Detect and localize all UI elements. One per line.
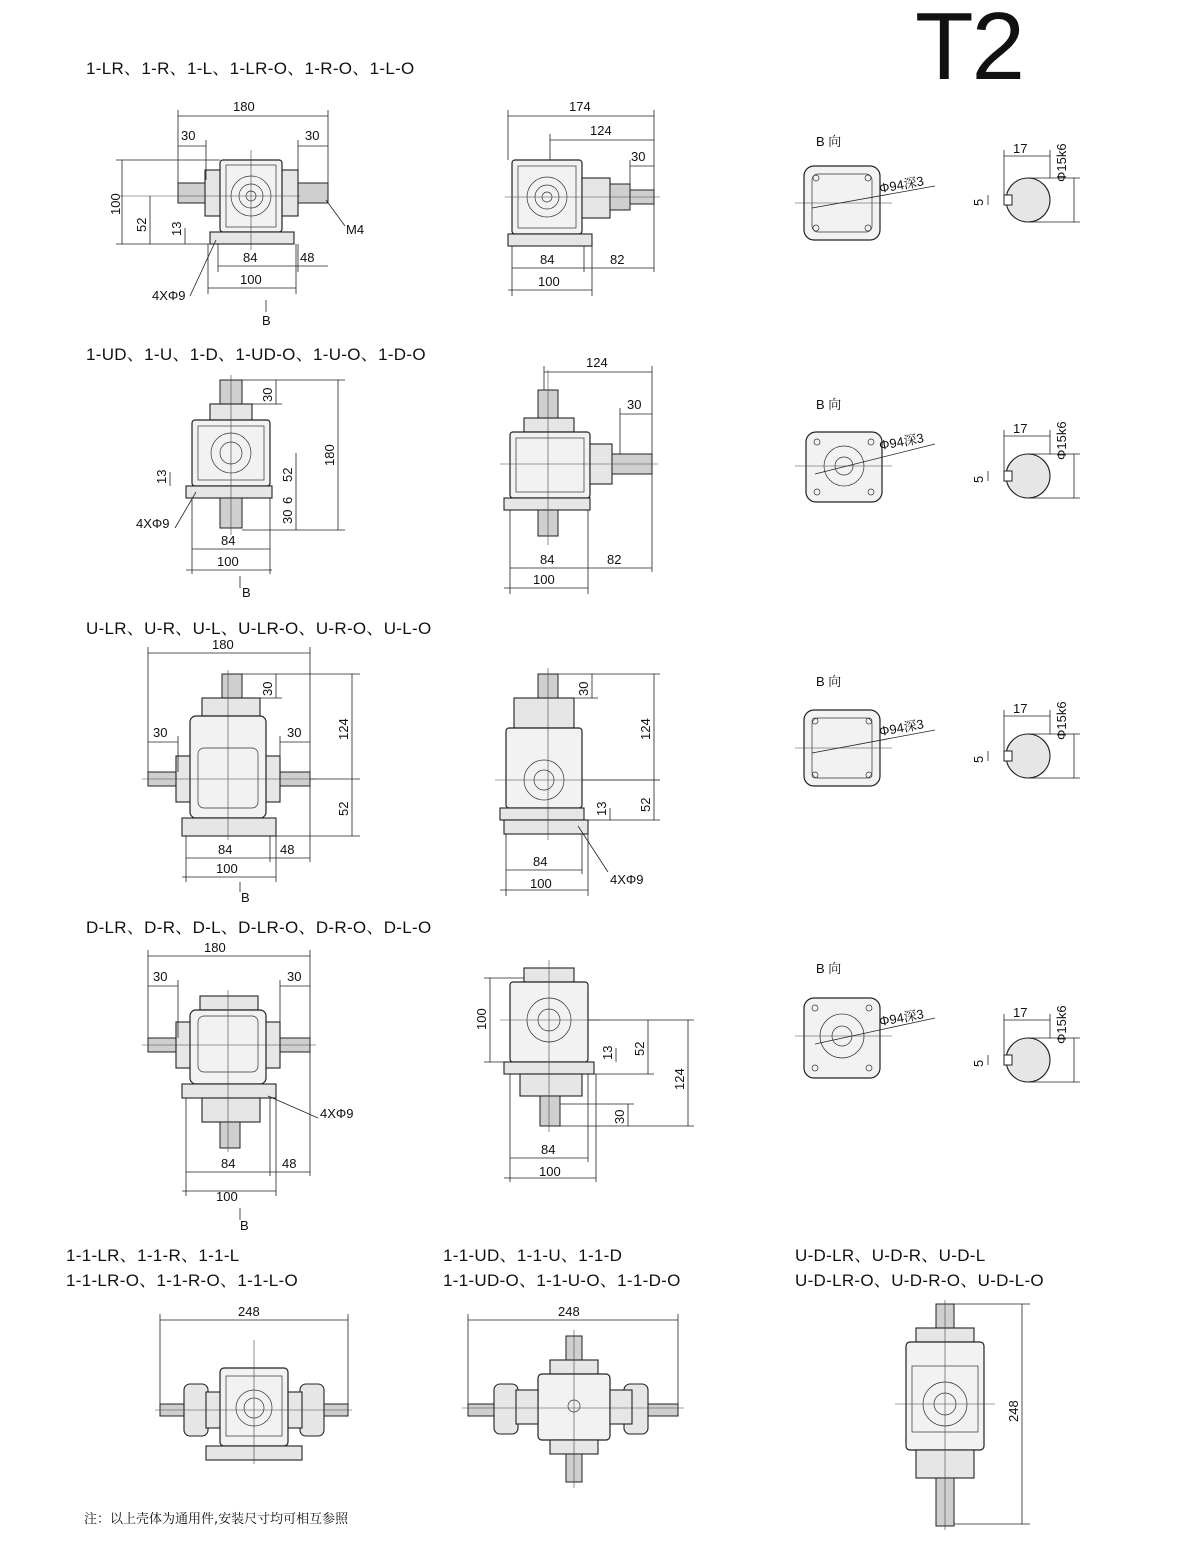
s2-side-dim-124: 124 xyxy=(586,355,608,370)
s4-dim-30-r: 30 xyxy=(287,969,302,984)
footnote: 注：以上壳体为通用件,安装尺寸均可相互参照 xyxy=(84,1512,349,1527)
bottom-2-title-b: 1-1-UD-O、1-1-U-O、1-1-D-O xyxy=(443,1271,681,1290)
s4-dim-84: 84 xyxy=(221,1156,236,1171)
s1-side-dim-100: 100 xyxy=(538,274,560,289)
s4-side-dim-100: 100 xyxy=(474,1008,489,1030)
s3-dim-30-r: 30 xyxy=(287,725,302,740)
s3-dim-100: 100 xyxy=(216,861,238,876)
b1-view xyxy=(155,1304,352,1464)
s3-front-view xyxy=(142,670,316,840)
s4-view-b xyxy=(795,961,935,1078)
s3-side-dim-124: 124 xyxy=(638,718,653,740)
s4-side-dim-13: 13 xyxy=(600,1045,615,1060)
s1-view-b-label: B 向 xyxy=(816,134,842,149)
s4-dim-180: 180 xyxy=(204,940,226,955)
s1-dim-30a: 30 xyxy=(181,128,196,143)
s2-dim-100: 100 xyxy=(217,554,239,569)
s1-dim-48: 48 xyxy=(300,250,315,265)
section-1-title: 1-LR、1-R、1-L、1-LR-O、1-R-O、1-L-O xyxy=(86,59,415,78)
s1-side-dim-124: 124 xyxy=(590,123,612,138)
s3-side-dim-30: 30 xyxy=(576,681,591,696)
s2-side-dim-84: 84 xyxy=(540,552,555,567)
bottom-2-title-a: 1-1-UD、1-1-U、1-1-D xyxy=(443,1246,623,1265)
s3-side-dim-84: 84 xyxy=(533,854,548,869)
s3-dim-124: 124 xyxy=(336,718,351,740)
s1-shaft-5: 5 xyxy=(971,198,986,206)
s3-dim-48: 48 xyxy=(280,842,295,857)
s2-side-dim-30: 30 xyxy=(627,397,642,412)
s1-view-b-bore: Φ94深3 xyxy=(877,173,925,196)
s3-dim-30-l: 30 xyxy=(153,725,168,740)
s1-side-dim-84: 84 xyxy=(540,252,555,267)
s1-shaft-section xyxy=(971,141,1080,222)
s1-dim-30b: 30 xyxy=(305,128,320,143)
s2-dim-52: 52 xyxy=(280,467,295,482)
s4-side-dim-84: 84 xyxy=(541,1142,556,1157)
s4-dim-48: 48 xyxy=(282,1156,297,1171)
bottom-3-title-a: U-D-LR、U-D-R、U-D-L xyxy=(795,1246,986,1265)
s4-side-dim-124: 124 xyxy=(672,1068,687,1090)
s1-shaft-dia: Φ15k6 xyxy=(1054,143,1069,182)
s2-view-b-label: B 向 xyxy=(816,397,842,412)
s2-dim-30-bot: 30 xyxy=(280,509,295,524)
s3-side-dim-13: 13 xyxy=(594,801,609,816)
s4-shaft-section xyxy=(971,1005,1080,1082)
s1-dim-b: B xyxy=(262,313,271,328)
s4-side-view xyxy=(500,960,600,1132)
b3-dim-248: 248 xyxy=(1006,1400,1021,1422)
s1-dim-holes: 4XΦ9 xyxy=(152,288,186,303)
s3-view-b xyxy=(795,674,935,786)
s1-dim-100-h: 100 xyxy=(240,272,262,287)
s1-dim-180: 180 xyxy=(233,99,255,114)
s3-shaft-17: 17 xyxy=(1013,701,1028,716)
bottom-1-title-b: 1-1-LR-O、1-1-R-O、1-1-L-O xyxy=(66,1271,299,1290)
s4-view-b-bore: Φ94深3 xyxy=(877,1006,925,1029)
s2-shaft-dia: Φ15k6 xyxy=(1054,421,1069,460)
b3-view xyxy=(895,1300,1030,1530)
s4-shaft-17: 17 xyxy=(1013,1005,1028,1020)
s3-side-dim-52: 52 xyxy=(638,797,653,812)
s2-dim-30-top: 30 xyxy=(260,387,275,402)
s4-side-dim-100b: 100 xyxy=(539,1164,561,1179)
s3-dim-52: 52 xyxy=(336,801,351,816)
s4-view-b-label: B 向 xyxy=(816,961,842,976)
s2-dim-b: B xyxy=(242,585,251,600)
section-4-title: D-LR、D-R、D-L、D-LR-O、D-R-O、D-L-O xyxy=(86,918,432,937)
s1-side-dim-82: 82 xyxy=(610,252,625,267)
s2-dim-13: 13 xyxy=(154,469,169,484)
s2-dim-84: 84 xyxy=(221,533,236,548)
section-3-title: U-LR、U-R、U-L、U-LR-O、U-R-O、U-L-O xyxy=(86,619,432,638)
s3-shaft-dia: Φ15k6 xyxy=(1054,701,1069,740)
s1-side-dim-30: 30 xyxy=(631,149,646,164)
s1-shaft-17: 17 xyxy=(1013,141,1028,156)
s3-shaft-section xyxy=(971,701,1080,778)
s2-shaft-section xyxy=(971,421,1080,498)
s2-shaft-5: 5 xyxy=(971,475,986,483)
s1-dim-84: 84 xyxy=(243,250,258,265)
s4-dim-100: 100 xyxy=(216,1189,238,1204)
s2-view-b xyxy=(795,397,935,502)
s2-dim-holes: 4XΦ9 xyxy=(136,516,170,531)
s3-dim-84: 84 xyxy=(218,842,233,857)
s4-front-view xyxy=(142,990,316,1152)
s4-side-dim-52: 52 xyxy=(632,1041,647,1056)
s1-front-view xyxy=(120,150,328,250)
s3-view-b-bore: Φ94深3 xyxy=(877,716,925,739)
section-2-title: 1-UD、1-U、1-D、1-UD-O、1-U-O、1-D-O xyxy=(86,345,426,364)
s2-dim-6: 6 xyxy=(280,496,295,504)
s1-dim-13: 13 xyxy=(169,221,184,236)
s2-view-b-bore: Φ94深3 xyxy=(877,430,925,453)
s1-side-view xyxy=(505,160,660,246)
b2-view xyxy=(462,1304,684,1488)
bottom-3-title-b: U-D-LR-O、U-D-R-O、U-D-L-O xyxy=(795,1271,1044,1290)
s1-dim-m4: M4 xyxy=(346,222,365,237)
b2-dim-248: 248 xyxy=(558,1304,580,1319)
s3-dim-b: B xyxy=(241,890,250,905)
s1-dim-100-v: 100 xyxy=(108,193,123,215)
s2-dim-180: 180 xyxy=(322,444,337,466)
s1-view-b xyxy=(795,134,935,240)
s4-shaft-dia: Φ15k6 xyxy=(1054,1005,1069,1044)
s2-shaft-17: 17 xyxy=(1013,421,1028,436)
s2-side-dim-82: 82 xyxy=(607,552,622,567)
s1-side-dim-174: 174 xyxy=(569,99,591,114)
page-title: T2 xyxy=(915,0,1024,100)
s3-view-b-label: B 向 xyxy=(816,674,842,689)
s2-side-dim-100: 100 xyxy=(533,572,555,587)
s4-dim-b: B xyxy=(240,1218,249,1233)
s4-shaft-5: 5 xyxy=(971,1059,986,1067)
s4-dim-holes: 4XΦ9 xyxy=(320,1106,354,1121)
s1-dim-52: 52 xyxy=(134,217,149,232)
s3-dim-30-top: 30 xyxy=(260,681,275,696)
s3-dim-180: 180 xyxy=(212,637,234,652)
s3-side-dim-100: 100 xyxy=(530,876,552,891)
bottom-1-title-a: 1-1-LR、1-1-R、1-1-L xyxy=(66,1246,240,1265)
s4-dim-30-l: 30 xyxy=(153,969,168,984)
s3-shaft-5: 5 xyxy=(971,755,986,763)
s4-side-dim-30: 30 xyxy=(612,1109,627,1124)
s3-side-dim-holes: 4XΦ9 xyxy=(610,872,644,887)
b1-dim-248: 248 xyxy=(238,1304,260,1319)
